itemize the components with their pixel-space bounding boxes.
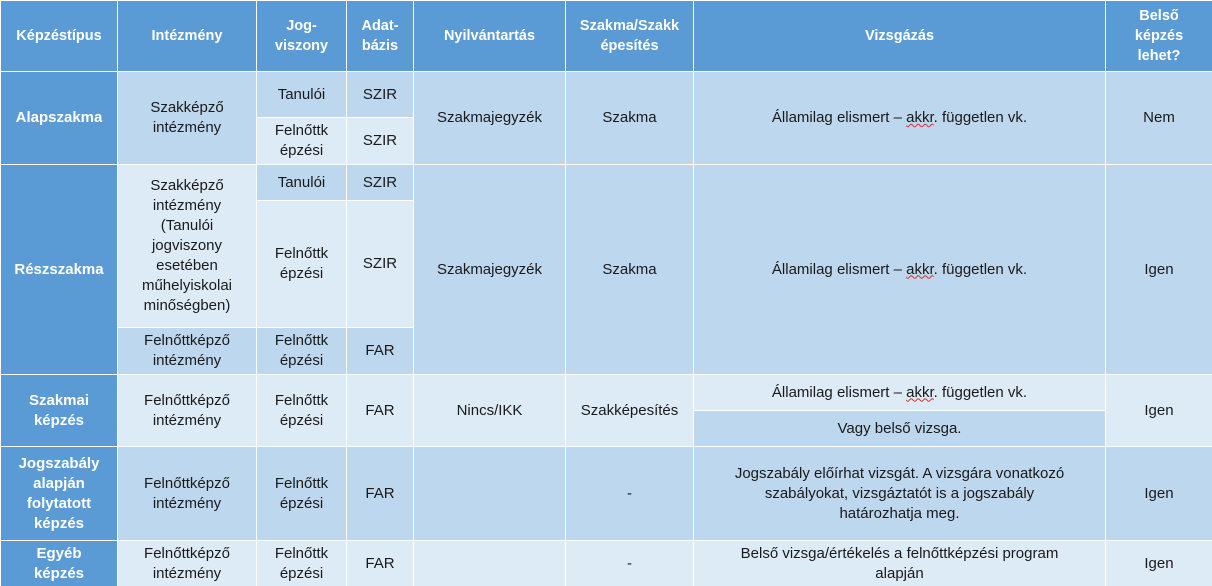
- institution-cell: Szakképző intézmény: [118, 72, 257, 165]
- row-type-szakmai-kepzes: Szakmai képzés: [1, 375, 118, 447]
- vizsgazas-cell: Államilag elismert – akkr. független vk.: [694, 375, 1106, 411]
- header-jogviszony: Jog- viszony: [257, 1, 347, 72]
- row-type-alapszakma: Alapszakma: [1, 72, 118, 165]
- belso-kepzes-cell: Igen: [1106, 447, 1212, 541]
- szakma-cell: -: [566, 447, 694, 541]
- nyilvantartas-cell: Nincs/IKK: [414, 375, 566, 447]
- belso-kepzes-cell: Nem: [1106, 72, 1212, 165]
- belso-kepzes-cell: Igen: [1106, 375, 1212, 447]
- vizsgazas-cell: Államilag elismert – akkr. független vk.: [694, 72, 1106, 165]
- jogviszony-cell: Felnőttk épzési: [257, 118, 347, 165]
- header-belso-kepzes: Belső képzés lehet?: [1106, 1, 1212, 72]
- table-row: [1, 447, 1212, 541]
- szakma-cell: Szakma: [566, 72, 694, 165]
- nyilvantartas-cell: Szakmajegyzék: [414, 165, 566, 375]
- institution-cell: Felnőttképző intézmény: [118, 375, 257, 447]
- nyilvantartas-cell: [414, 541, 566, 586]
- szakma-cell: -: [566, 541, 694, 586]
- institution-cell: Felnőttképző intézmény: [118, 541, 257, 586]
- szakma-cell: Szakképesítés: [566, 375, 694, 447]
- nyilvantartas-cell: Szakmajegyzék: [414, 72, 566, 165]
- adatbazis-cell: FAR: [347, 328, 414, 375]
- institution-cell: Felnőttképző intézmény: [118, 328, 257, 375]
- vizsgazas-cell: Vagy belső vizsga.: [694, 411, 1106, 447]
- belso-kepzes-cell: Igen: [1106, 165, 1212, 375]
- table-row: [1, 72, 1212, 118]
- table-row: [1, 375, 1212, 411]
- adatbazis-cell: SZIR: [347, 201, 414, 328]
- jogviszony-cell: Tanulói: [257, 72, 347, 118]
- header-vizsgazas: Vizsgázás: [694, 1, 1106, 72]
- vizsgazas-cell: Államilag elismert – akkr. független vk.: [694, 165, 1106, 375]
- header-nyilvantartas: Nyilvántartás: [414, 1, 566, 72]
- adatbazis-cell: SZIR: [347, 165, 414, 201]
- adatbazis-cell: FAR: [347, 541, 414, 586]
- adatbazis-cell: SZIR: [347, 118, 414, 165]
- jogviszony-cell: Felnőttk épzési: [257, 447, 347, 541]
- table-row: [1, 541, 1212, 586]
- adatbazis-cell: FAR: [347, 447, 414, 541]
- header-szakma-szakkepesites: Szakma/Szakk épesítés: [566, 1, 694, 72]
- adatbazis-cell: SZIR: [347, 72, 414, 118]
- header-intezmeny: Intézmény: [118, 1, 257, 72]
- szakma-cell: Szakma: [566, 165, 694, 375]
- jogviszony-cell: Felnőttk épzési: [257, 328, 347, 375]
- adatbazis-cell: FAR: [347, 375, 414, 447]
- header-kepzestipus: Képzéstípus: [1, 1, 118, 72]
- row-type-reszszakma: Részszakma: [1, 165, 118, 375]
- jogviszony-cell: Tanulói: [257, 165, 347, 201]
- jogviszony-cell: Felnőttk épzési: [257, 201, 347, 328]
- jogviszony-cell: Felnőttk épzési: [257, 375, 347, 447]
- institution-cell: Felnőttképző intézmény: [118, 447, 257, 541]
- row-type-jogszabaly: Jogszabály alapján folytatott képzés: [1, 447, 118, 541]
- belso-kepzes-cell: Igen: [1106, 541, 1212, 586]
- header-row: [1, 1, 1212, 72]
- institution-cell: Szakképző intézmény (Tanulói jogviszony esetében műhelyiskolai minőségben): [118, 165, 257, 328]
- jogviszony-cell: Felnőttk épzési: [257, 541, 347, 586]
- table-row: [1, 165, 1212, 201]
- vizsgazas-cell: Jogszabály előírhat vizsgát. A vizsgára vonatkozó szabályokat, vizsgáztatót is a jogszabály határozhatja meg.: [694, 447, 1106, 541]
- header-adatbazis: Adat- bázis: [347, 1, 414, 72]
- vizsgazas-cell: Belső vizsga/értékelés a felnőttképzési program alapján: [694, 541, 1106, 586]
- row-type-egyeb: Egyéb képzés: [1, 541, 118, 586]
- nyilvantartas-cell: [414, 447, 566, 541]
